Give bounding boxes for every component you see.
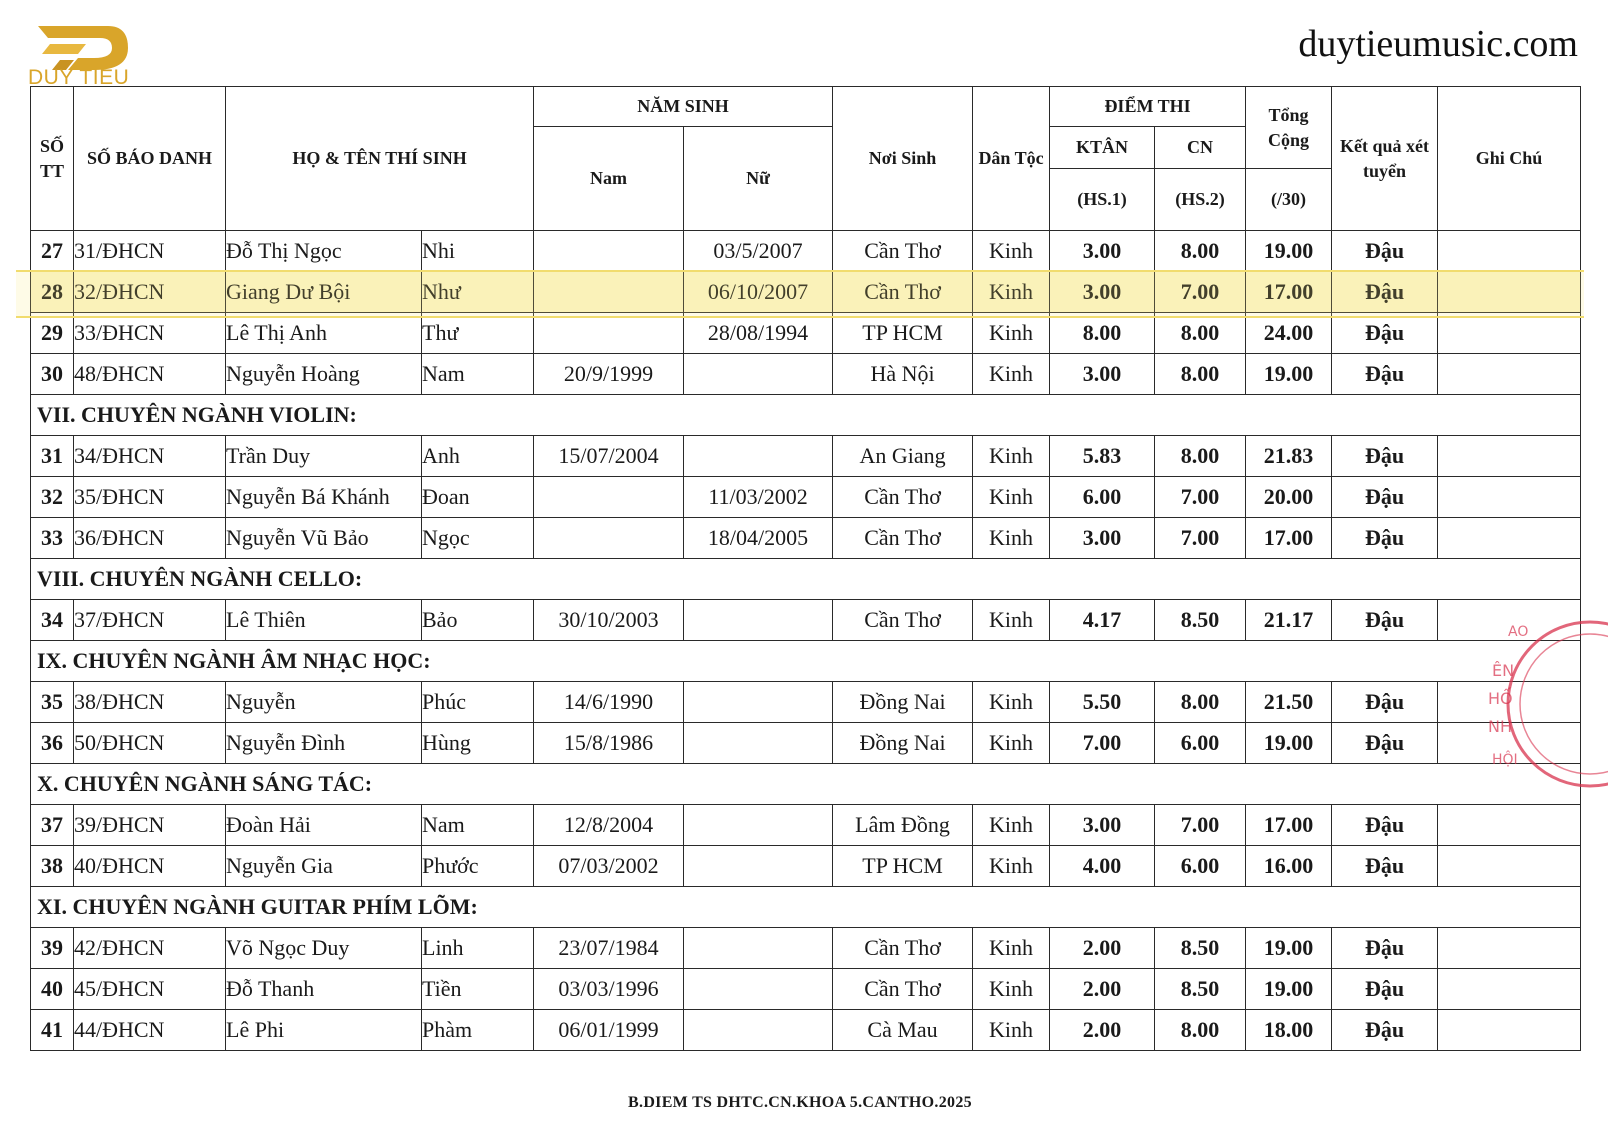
cell-stt: 31 xyxy=(31,436,74,477)
cell-total-score: 24.00 xyxy=(1246,313,1332,354)
section-header-row xyxy=(31,764,1581,805)
website-url[interactable]: duytieumusic.com xyxy=(1298,23,1578,65)
cell-birth-male: 12/8/2004 xyxy=(534,805,684,846)
cell-birth-female: 28/08/1994 xyxy=(684,313,833,354)
cell-sbd: 33/ĐHCN xyxy=(74,313,226,354)
cell-ethnic: Kinh xyxy=(973,805,1050,846)
cell-given-name: Phàm xyxy=(422,1010,534,1051)
cell-cn-score: 8.00 xyxy=(1155,231,1246,272)
header-ktan: KTÂN xyxy=(1050,127,1155,169)
cell-birthplace: Đồng Nai xyxy=(833,682,973,723)
cell-birthplace: Cần Thơ xyxy=(833,600,973,641)
cell-cn-score: 8.00 xyxy=(1155,354,1246,395)
table-row xyxy=(31,1010,1581,1051)
section-title: XI. CHUYÊN NGÀNH GUITAR PHÍM LÕM: xyxy=(31,887,1581,928)
header-score-group: ĐIỂM THI xyxy=(1050,87,1246,127)
table-row xyxy=(31,231,1581,272)
svg-text:AO: AO xyxy=(1508,624,1529,640)
cell-total-score: 17.00 xyxy=(1246,805,1332,846)
cell-given-name: Tiền xyxy=(422,969,534,1010)
cell-family-name: Võ Ngọc Duy xyxy=(226,928,422,969)
cell-sbd: 45/ĐHCN xyxy=(74,969,226,1010)
cell-birth-female xyxy=(684,1010,833,1051)
cell-note xyxy=(1438,436,1581,477)
cell-birth-female xyxy=(684,600,833,641)
cell-note xyxy=(1438,518,1581,559)
cell-stt: 28 xyxy=(31,272,74,313)
cell-ktan-score: 3.00 xyxy=(1050,518,1155,559)
table-row xyxy=(31,969,1581,1010)
header-total: Tổng Cộng xyxy=(1246,87,1332,169)
header-note: Ghi Chú xyxy=(1438,87,1581,231)
cell-birth-female xyxy=(684,682,833,723)
cell-given-name: Phúc xyxy=(422,682,534,723)
cell-birth-male xyxy=(534,231,684,272)
cell-total-score: 18.00 xyxy=(1246,1010,1332,1051)
cell-cn-score: 8.00 xyxy=(1155,682,1246,723)
cell-family-name: Nguyễn xyxy=(226,682,422,723)
cell-ethnic: Kinh xyxy=(973,231,1050,272)
cell-ktan-score: 3.00 xyxy=(1050,805,1155,846)
cell-ethnic: Kinh xyxy=(973,1010,1050,1051)
header-result: Kết quả xét tuyển xyxy=(1332,87,1438,231)
cell-stt: 36 xyxy=(31,723,74,764)
cell-note xyxy=(1438,231,1581,272)
cell-cn-score: 7.00 xyxy=(1155,805,1246,846)
svg-text:HỐ: HỐ xyxy=(1488,689,1513,708)
logo-text: DUY TIEU xyxy=(28,66,130,89)
cell-birthplace: Cần Thơ xyxy=(833,969,973,1010)
header-birth-group: NĂM SINH xyxy=(534,87,833,127)
cell-ethnic: Kinh xyxy=(973,354,1050,395)
cell-birth-female xyxy=(684,723,833,764)
cell-family-name: Lê Thiên xyxy=(226,600,422,641)
cell-result: Đậu xyxy=(1332,928,1438,969)
cell-birth-female: 18/04/2005 xyxy=(684,518,833,559)
cell-family-name: Nguyễn Vũ Bảo xyxy=(226,518,422,559)
cell-birth-female: 03/5/2007 xyxy=(684,231,833,272)
cell-result: Đậu xyxy=(1332,477,1438,518)
cell-result: Đậu xyxy=(1332,354,1438,395)
cell-cn-score: 8.00 xyxy=(1155,436,1246,477)
cell-birthplace: Cần Thơ xyxy=(833,477,973,518)
cell-birth-male xyxy=(534,518,684,559)
cell-cn-score: 8.00 xyxy=(1155,1010,1246,1051)
header-male: Nam xyxy=(534,127,684,231)
cell-birth-female xyxy=(684,354,833,395)
cell-result: Đậu xyxy=(1332,1010,1438,1051)
cell-family-name: Đỗ Thanh xyxy=(226,969,422,1010)
cell-ktan-score: 3.00 xyxy=(1050,354,1155,395)
table-row xyxy=(31,477,1581,518)
header-hs1: (HS.1) xyxy=(1050,169,1155,231)
table-row xyxy=(31,928,1581,969)
cell-family-name: Giang Dư Bội xyxy=(226,272,422,313)
cell-sbd: 31/ĐHCN xyxy=(74,231,226,272)
cell-birth-male: 15/07/2004 xyxy=(534,436,684,477)
cell-birth-female xyxy=(684,805,833,846)
cell-stt: 33 xyxy=(31,518,74,559)
cell-given-name: Bảo xyxy=(422,600,534,641)
cell-birth-male: 03/03/1996 xyxy=(534,969,684,1010)
section-header-row xyxy=(31,887,1581,928)
cell-ethnic: Kinh xyxy=(973,682,1050,723)
svg-text:NH: NH xyxy=(1488,717,1512,736)
cell-ethnic: Kinh xyxy=(973,272,1050,313)
section-title: IX. CHUYÊN NGÀNH ÂM NHẠC HỌC: xyxy=(31,641,1581,682)
cell-birth-female: 06/10/2007 xyxy=(684,272,833,313)
cell-note xyxy=(1438,805,1581,846)
cell-ktan-score: 2.00 xyxy=(1050,928,1155,969)
cell-family-name: Nguyễn Hoàng xyxy=(226,354,422,395)
cell-total-score: 21.83 xyxy=(1246,436,1332,477)
cell-birth-male xyxy=(534,313,684,354)
cell-result: Đậu xyxy=(1332,436,1438,477)
cell-stt: 27 xyxy=(31,231,74,272)
cell-birthplace: Cần Thơ xyxy=(833,928,973,969)
cell-sbd: 34/ĐHCN xyxy=(74,436,226,477)
cell-ktan-score: 5.50 xyxy=(1050,682,1155,723)
table-row xyxy=(31,436,1581,477)
header-cn: CN xyxy=(1155,127,1246,169)
cell-given-name: Như xyxy=(422,272,534,313)
cell-birthplace: Lâm Đồng xyxy=(833,805,973,846)
section-header-row xyxy=(31,395,1581,436)
cell-birth-female xyxy=(684,846,833,887)
cell-given-name: Phước xyxy=(422,846,534,887)
table-row xyxy=(31,313,1581,354)
cell-stt: 38 xyxy=(31,846,74,887)
cell-note xyxy=(1438,969,1581,1010)
cell-ktan-score: 2.00 xyxy=(1050,1010,1155,1051)
section-title: VII. CHUYÊN NGÀNH VIOLIN: xyxy=(31,395,1581,436)
cell-total-score: 19.00 xyxy=(1246,969,1332,1010)
cell-ethnic: Kinh xyxy=(973,928,1050,969)
cell-cn-score: 8.50 xyxy=(1155,600,1246,641)
cell-sbd: 40/ĐHCN xyxy=(74,846,226,887)
cell-family-name: Nguyễn Bá Khánh xyxy=(226,477,422,518)
cell-cn-score: 7.00 xyxy=(1155,518,1246,559)
section-header-row xyxy=(31,559,1581,600)
cell-total-score: 19.00 xyxy=(1246,723,1332,764)
cell-cn-score: 6.00 xyxy=(1155,846,1246,887)
cell-birth-male: 20/9/1999 xyxy=(534,354,684,395)
document-footer: B.DIEM TS DHTC.CN.KHOA 5.CANTHO.2025 xyxy=(628,1094,972,1111)
cell-ethnic: Kinh xyxy=(973,477,1050,518)
cell-total-score: 20.00 xyxy=(1246,477,1332,518)
cell-family-name: Lê Thị Anh xyxy=(226,313,422,354)
cell-ethnic: Kinh xyxy=(973,969,1050,1010)
cell-sbd: 39/ĐHCN xyxy=(74,805,226,846)
cell-note xyxy=(1438,354,1581,395)
cell-result: Đậu xyxy=(1332,805,1438,846)
cell-birth-female xyxy=(684,969,833,1010)
cell-family-name: Nguyễn Gia xyxy=(226,846,422,887)
cell-given-name: Anh xyxy=(422,436,534,477)
cell-stt: 34 xyxy=(31,600,74,641)
cell-birthplace: TP HCM xyxy=(833,313,973,354)
cell-birth-female xyxy=(684,928,833,969)
cell-stt: 41 xyxy=(31,1010,74,1051)
cell-ktan-score: 7.00 xyxy=(1050,723,1155,764)
cell-total-score: 21.17 xyxy=(1246,600,1332,641)
cell-ktan-score: 6.00 xyxy=(1050,477,1155,518)
results-table xyxy=(30,86,1581,1051)
cell-result: Đậu xyxy=(1332,723,1438,764)
cell-note xyxy=(1438,313,1581,354)
cell-stt: 35 xyxy=(31,682,74,723)
cell-family-name: Nguyễn Đình xyxy=(226,723,422,764)
table-row-highlighted xyxy=(31,272,1581,313)
cell-total-score: 16.00 xyxy=(1246,846,1332,887)
cell-stt: 32 xyxy=(31,477,74,518)
table-row xyxy=(31,723,1581,764)
cell-sbd: 44/ĐHCN xyxy=(74,1010,226,1051)
cell-total-score: 19.00 xyxy=(1246,231,1332,272)
cell-sbd: 50/ĐHCN xyxy=(74,723,226,764)
header-ethnic: Dân Tộc xyxy=(973,87,1050,231)
table-row xyxy=(31,600,1581,641)
cell-ktan-score: 3.00 xyxy=(1050,272,1155,313)
cell-note xyxy=(1438,846,1581,887)
cell-sbd: 37/ĐHCN xyxy=(74,600,226,641)
cell-sbd: 32/ĐHCN xyxy=(74,272,226,313)
cell-ktan-score: 2.00 xyxy=(1050,969,1155,1010)
cell-cn-score: 7.00 xyxy=(1155,272,1246,313)
cell-birth-male: 14/6/1990 xyxy=(534,682,684,723)
cell-stt: 29 xyxy=(31,313,74,354)
cell-result: Đậu xyxy=(1332,600,1438,641)
cell-total-score: 17.00 xyxy=(1246,518,1332,559)
cell-given-name: Nam xyxy=(422,805,534,846)
cell-total-score: 17.00 xyxy=(1246,272,1332,313)
cell-birth-male: 30/10/2003 xyxy=(534,600,684,641)
table-row xyxy=(31,518,1581,559)
header-hs2: (HS.2) xyxy=(1155,169,1246,231)
cell-birthplace: Hà Nội xyxy=(833,354,973,395)
cell-result: Đậu xyxy=(1332,518,1438,559)
header-name: HỌ & TÊN THÍ SINH xyxy=(226,87,534,231)
section-header-row xyxy=(31,641,1581,682)
section-title: VIII. CHUYÊN NGÀNH CELLO: xyxy=(31,559,1581,600)
cell-cn-score: 7.00 xyxy=(1155,477,1246,518)
cell-cn-score: 6.00 xyxy=(1155,723,1246,764)
cell-birthplace: Cần Thơ xyxy=(833,272,973,313)
cell-ktan-score: 4.00 xyxy=(1050,846,1155,887)
cell-ktan-score: 4.17 xyxy=(1050,600,1155,641)
cell-stt: 37 xyxy=(31,805,74,846)
cell-given-name: Đoan xyxy=(422,477,534,518)
cell-birth-male xyxy=(534,272,684,313)
cell-family-name: Trần Duy xyxy=(226,436,422,477)
cell-given-name: Nhi xyxy=(422,231,534,272)
cell-given-name: Nam xyxy=(422,354,534,395)
cell-total-score: 19.00 xyxy=(1246,354,1332,395)
cell-note xyxy=(1438,477,1581,518)
header-total-unit: (/30) xyxy=(1246,169,1332,231)
cell-birthplace: An Giang xyxy=(833,436,973,477)
cell-note xyxy=(1438,1010,1581,1051)
cell-result: Đậu xyxy=(1332,846,1438,887)
cell-birth-female: 11/03/2002 xyxy=(684,477,833,518)
red-seal-stamp xyxy=(1488,614,1608,794)
cell-note xyxy=(1438,928,1581,969)
cell-ethnic: Kinh xyxy=(973,436,1050,477)
cell-result: Đậu xyxy=(1332,272,1438,313)
cell-total-score: 21.50 xyxy=(1246,682,1332,723)
cell-total-score: 19.00 xyxy=(1246,928,1332,969)
cell-given-name: Thư xyxy=(422,313,534,354)
section-title: X. CHUYÊN NGÀNH SÁNG TÁC: xyxy=(31,764,1581,805)
cell-birth-male: 06/01/1999 xyxy=(534,1010,684,1051)
svg-text:ÊN: ÊN xyxy=(1492,661,1515,680)
cell-stt: 40 xyxy=(31,969,74,1010)
cell-cn-score: 8.00 xyxy=(1155,313,1246,354)
cell-birth-male: 23/07/1984 xyxy=(534,928,684,969)
cell-cn-score: 8.50 xyxy=(1155,969,1246,1010)
cell-result: Đậu xyxy=(1332,231,1438,272)
cell-result: Đậu xyxy=(1332,313,1438,354)
cell-birthplace: Cần Thơ xyxy=(833,231,973,272)
header-sbd: SỐ BÁO DANH xyxy=(74,87,226,231)
cell-birth-male: 15/8/1986 xyxy=(534,723,684,764)
cell-birthplace: Cà Mau xyxy=(833,1010,973,1051)
header-stt: SỐ TT xyxy=(31,87,74,231)
table-row xyxy=(31,354,1581,395)
cell-ktan-score: 8.00 xyxy=(1050,313,1155,354)
cell-given-name: Linh xyxy=(422,928,534,969)
cell-ethnic: Kinh xyxy=(973,518,1050,559)
cell-stt: 30 xyxy=(31,354,74,395)
cell-sbd: 42/ĐHCN xyxy=(74,928,226,969)
cell-stt: 39 xyxy=(31,928,74,969)
cell-given-name: Hùng xyxy=(422,723,534,764)
cell-family-name: Đoàn Hải xyxy=(226,805,422,846)
table-body xyxy=(31,231,1581,1051)
cell-birth-male xyxy=(534,477,684,518)
cell-ethnic: Kinh xyxy=(973,846,1050,887)
svg-text:HỘI: HỘI xyxy=(1492,752,1518,768)
cell-ethnic: Kinh xyxy=(973,313,1050,354)
cell-sbd: 35/ĐHCN xyxy=(74,477,226,518)
cell-sbd: 48/ĐHCN xyxy=(74,354,226,395)
cell-given-name: Ngọc xyxy=(422,518,534,559)
cell-birthplace: TP HCM xyxy=(833,846,973,887)
cell-ethnic: Kinh xyxy=(973,600,1050,641)
cell-result: Đậu xyxy=(1332,969,1438,1010)
cell-sbd: 36/ĐHCN xyxy=(74,518,226,559)
cell-birth-female xyxy=(684,436,833,477)
cell-family-name: Lê Phi xyxy=(226,1010,422,1051)
cell-birthplace: Cần Thơ xyxy=(833,518,973,559)
header-female: Nữ xyxy=(684,127,833,231)
cell-family-name: Đỗ Thị Ngọc xyxy=(226,231,422,272)
cell-sbd: 38/ĐHCN xyxy=(74,682,226,723)
cell-birthplace: Đồng Nai xyxy=(833,723,973,764)
table-row xyxy=(31,682,1581,723)
cell-birth-male: 07/03/2002 xyxy=(534,846,684,887)
cell-ethnic: Kinh xyxy=(973,723,1050,764)
header-birthplace: Nơi Sinh xyxy=(833,87,973,231)
table-row xyxy=(31,805,1581,846)
cell-note xyxy=(1438,272,1581,313)
cell-cn-score: 8.50 xyxy=(1155,928,1246,969)
cell-ktan-score: 5.83 xyxy=(1050,436,1155,477)
cell-result: Đậu xyxy=(1332,682,1438,723)
table-row xyxy=(31,846,1581,887)
cell-ktan-score: 3.00 xyxy=(1050,231,1155,272)
